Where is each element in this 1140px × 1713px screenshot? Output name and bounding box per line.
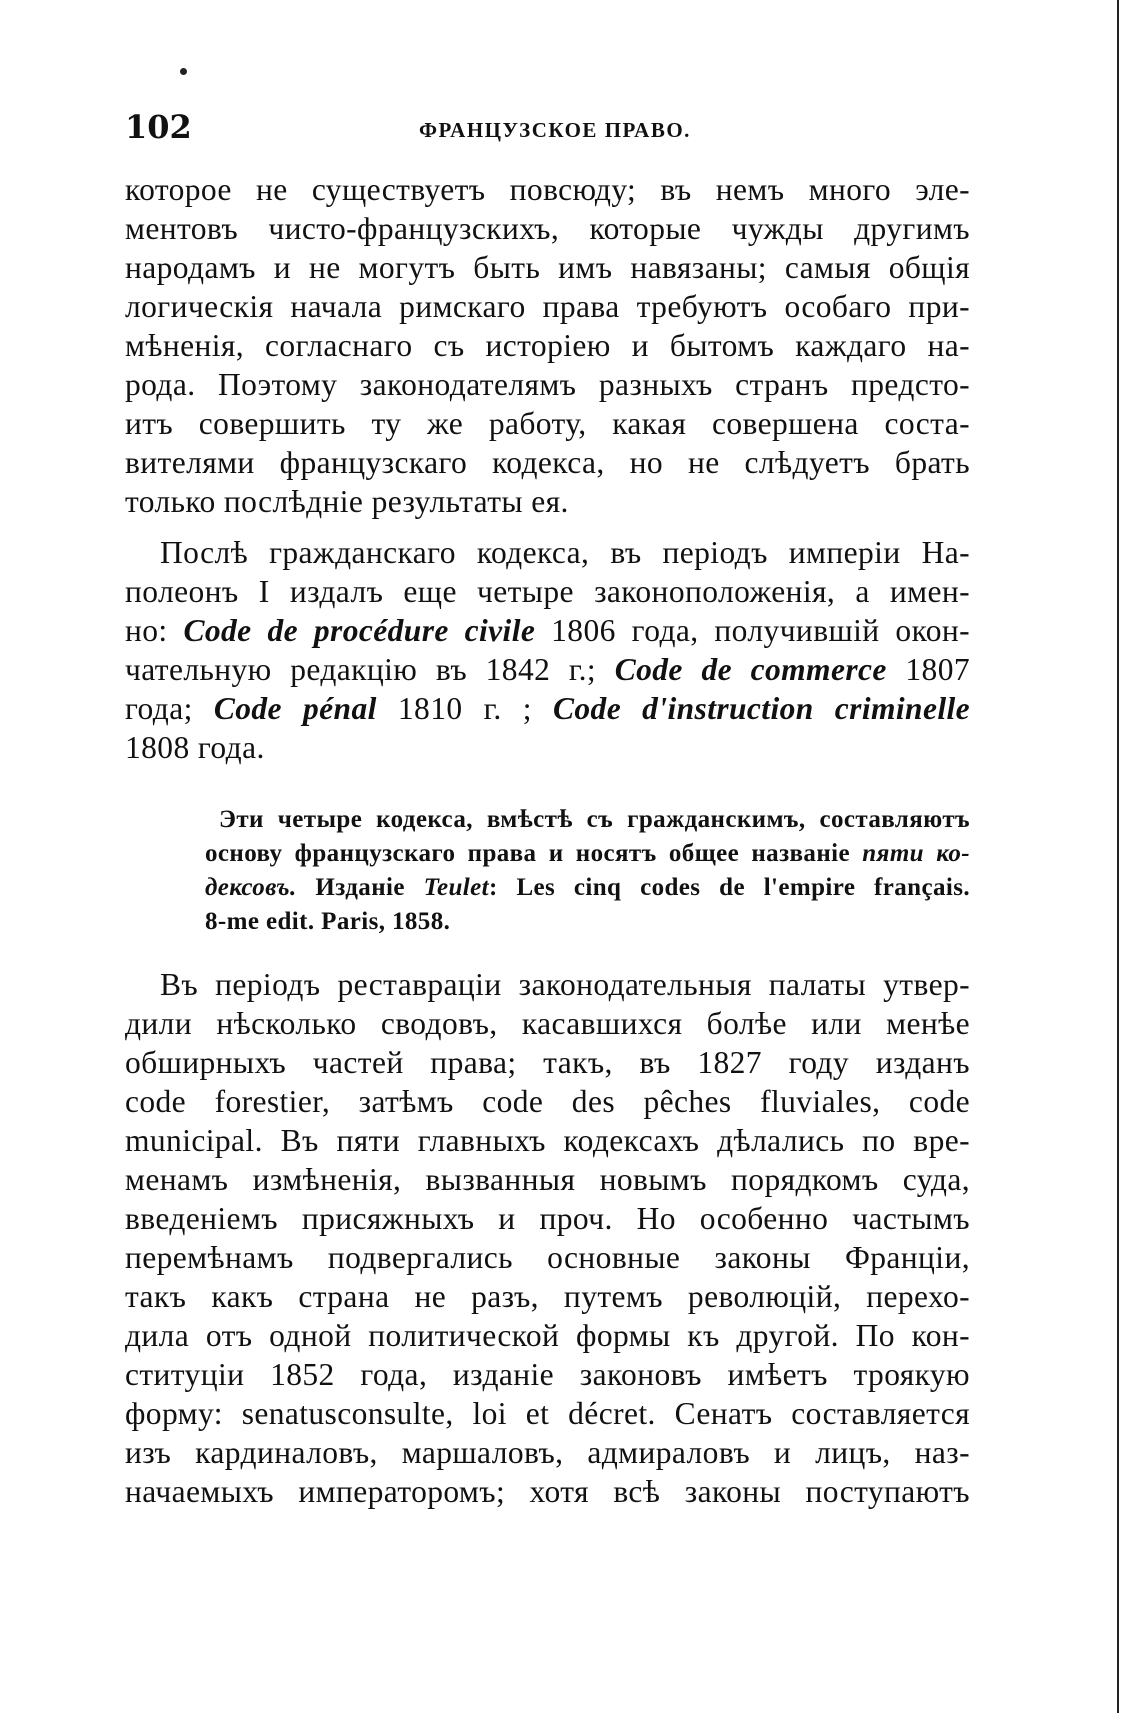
note-line xyxy=(205,837,970,871)
text-line: которое не существуетъ повсюду; въ немъ много эле- xyxy=(125,172,970,207)
text-line xyxy=(125,650,970,689)
paragraph-codes xyxy=(125,533,970,767)
text-line xyxy=(125,611,970,650)
ink-speck xyxy=(180,68,187,75)
paragraph-restoration xyxy=(125,965,970,1511)
page-header xyxy=(125,108,970,158)
note-italic: Teulet xyxy=(423,874,489,901)
text-line: народамъ и не могутъ быть имъ навязаны; самыя общія xyxy=(125,250,970,285)
text-line: итъ совершить ту же работу, какая совершена соста- xyxy=(125,406,970,441)
text-line: ституціи 1852 года, изданіе законовъ имѣетъ троякую xyxy=(125,1357,970,1392)
running-title: ФРАНЦУЗСКОЕ ПРАВО. xyxy=(419,118,691,142)
code-title-italic: Code de commerce xyxy=(614,652,887,687)
text-line: municipal. Въ пяти главныхъ кодексахъ дѣлались по вре- xyxy=(125,1123,970,1158)
text-line: изъ кардиналовъ, маршаловъ, адмираловъ и лицъ, наз- xyxy=(125,1435,970,1470)
text-fragment: : Les cinq codes de l'empire français. xyxy=(488,874,971,901)
text-line: перемѣнамъ подвергались основные законы Франціи, xyxy=(125,1240,970,1275)
page-edge-rule xyxy=(1117,0,1119,1713)
text-line: обширныхъ частей права; такъ, въ 1827 году изданъ xyxy=(125,1045,970,1080)
code-title-italic: Code d'instruction criminelle xyxy=(552,691,971,726)
note-italic: дексовъ. xyxy=(205,874,297,901)
code-title-italic: Code pénal xyxy=(213,691,377,726)
note-line: 8-me edit. Paris, 1858. xyxy=(205,908,451,935)
text-line: рода. Поэтому законодателямъ разныхъ странъ предсто- xyxy=(125,367,970,402)
text-fragment: основу французскаго права и носятъ общее названіе xyxy=(205,840,863,867)
text-line xyxy=(125,689,970,728)
text-line: Въ періодъ реставраціи законодательныя палаты утвер- xyxy=(160,967,970,1002)
text-line: ментовъ чисто-французскихъ, которые чужды другимъ xyxy=(125,211,970,246)
text-line: дили нѣсколько сводовъ, касавшихся болѣе или менѣе xyxy=(125,1006,970,1041)
text-line: логическія начала римскаго права требуютъ особаго при- xyxy=(125,289,970,324)
note-line: Эти четыре кодекса, вмѣстѣ съ гражданскимъ, составляютъ xyxy=(219,806,970,833)
text-fragment: года; xyxy=(125,691,214,726)
page-number: 102 xyxy=(125,108,192,146)
text-line: такъ какъ страна не разъ, путемъ революцій, перехо- xyxy=(125,1279,970,1314)
text-fragment: Изданіе xyxy=(296,874,424,901)
text-fragment: чательную редакцію въ 1842 г.; xyxy=(125,652,615,687)
text-line: code forestier, затѣмъ code des pêches fluviales, code xyxy=(125,1084,970,1119)
paragraph-continuation xyxy=(125,170,970,521)
text-line: начаемыхъ императоромъ; хотя всѣ законы поступаютъ xyxy=(125,1474,970,1509)
text-line: мѣненія, согласнаго съ исторіею и бытомъ каждаго на- xyxy=(125,328,970,363)
text-line: только послѣдніе результаты ея. xyxy=(125,484,569,519)
text-line: дила отъ одной политической формы къ другой. По кон- xyxy=(125,1318,970,1353)
text-line: менамъ измѣненія, вызванныя новымъ порядкомъ суда, xyxy=(125,1162,970,1197)
text-line: 1808 года. xyxy=(125,730,265,765)
text-line: форму: senatusconsulte, loi et décret. Сенатъ составляется xyxy=(125,1396,970,1431)
text-line: Послѣ гражданскаго кодекса, въ періодъ имперіи На- xyxy=(160,535,970,570)
text-line: вителями французскаго кодекса, но не слѣдуетъ брать xyxy=(125,445,970,480)
text-fragment: но: xyxy=(125,613,184,648)
text-line: полеонъ I издалъ еще четыре законоположенія, а имен- xyxy=(125,574,970,609)
note-italic: пяти ко- xyxy=(862,840,970,867)
text-fragment: 1806 года, получившій окон- xyxy=(535,613,970,648)
code-title-italic: Code de procédure civile xyxy=(183,613,536,648)
text-fragment: 1810 г. ; xyxy=(376,691,553,726)
text-line: введеніемъ присяжныхъ и проч. Но особенно частымъ xyxy=(125,1201,970,1236)
text-fragment: 1807 xyxy=(886,652,971,687)
note-line xyxy=(205,871,970,905)
note-block xyxy=(205,803,970,939)
body-text xyxy=(125,170,970,1511)
